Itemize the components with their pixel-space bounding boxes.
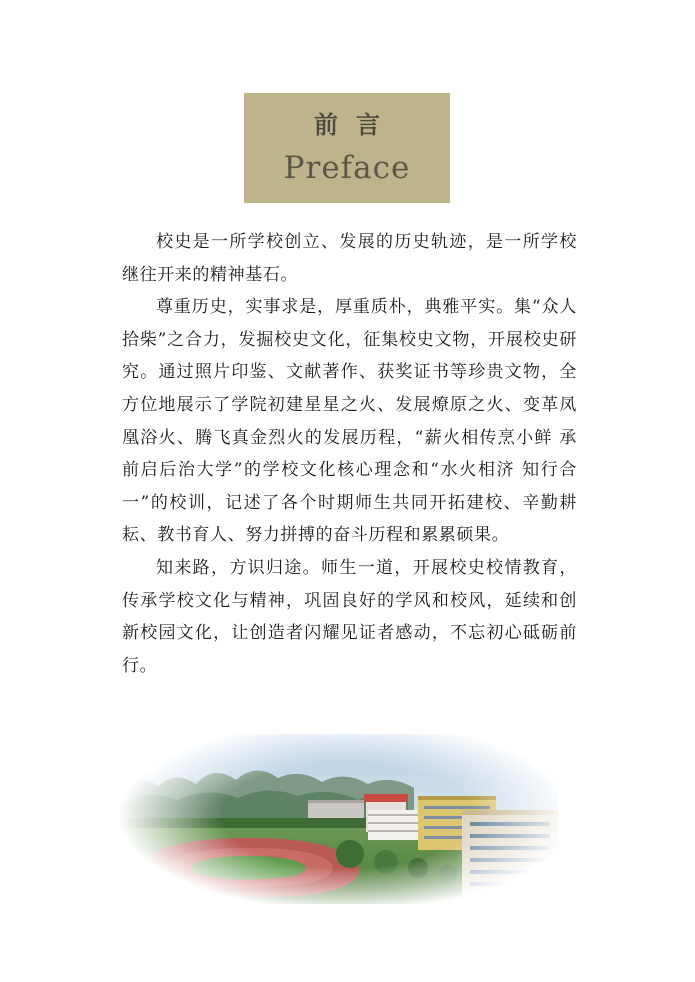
preface-title-box [244, 93, 450, 203]
campus-panorama-image [118, 734, 558, 904]
paragraph-3: 知来路，方识归途。师生一道，开展校史校情教育，传承学校文化与精神，巩固良好的学风和校风，延续和创新校园文化，让创造者闪耀见证者感动，不忘初心砥砺前行。 [122, 557, 577, 676]
paragraph-1: 校史是一所学校创立、发展的历史轨迹，是一所学校继往开来的精神基石。 [122, 232, 577, 285]
paragraph-2: 尊重历史，实事求是，厚重质朴，典雅平实。集“众人拾柴”之合力，发掘校史文化，征集校史文物，开展校史研究。通过照片印鉴、文献著作、获奖证书等珍贵文物，全方位地展示了学院初建星星之火、发展燎原之火、变革凤凰浴火、腾飞真金烈火的发展历程，“薪火相传烹小鲜 承前启后治大学”的学校文化核心理念和“水火相济 知行合一”的校训，记述了各个时期师生共同开拓建校、辛勤耕耘、教书育人、努力拼搏的奋斗历程和累累硕果。 [122, 297, 577, 546]
title-english: Preface [283, 150, 411, 186]
preface-body [122, 226, 577, 682]
title-chinese: 前言 [314, 111, 398, 139]
